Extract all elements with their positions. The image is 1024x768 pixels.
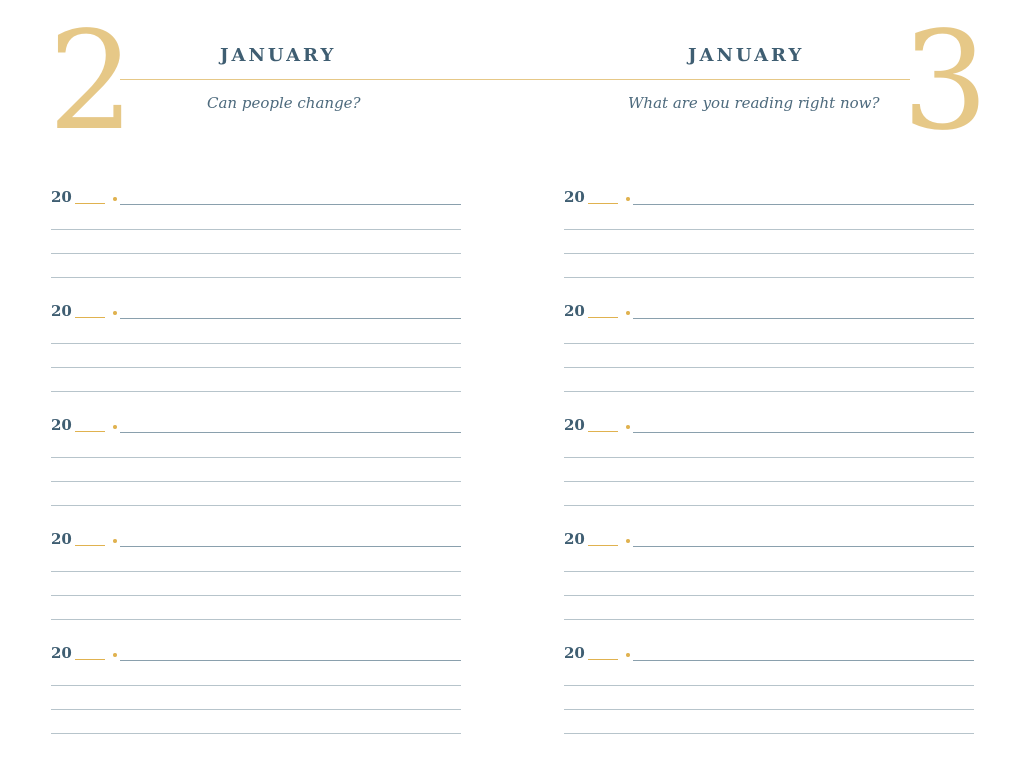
entry-line[interactable] — [120, 318, 461, 319]
year-blank-line[interactable] — [75, 545, 105, 546]
bullet-dot — [626, 539, 630, 543]
entry-line[interactable] — [564, 571, 974, 572]
entry-line[interactable] — [633, 318, 974, 319]
entry-line[interactable] — [51, 367, 461, 368]
entry-line[interactable] — [51, 253, 461, 254]
year-label: 20 — [564, 302, 585, 320]
bullet-dot — [113, 425, 117, 429]
journal-entries — [564, 188, 974, 758]
year-label: 20 — [51, 416, 72, 434]
bullet-dot — [113, 653, 117, 657]
year-label: 20 — [564, 530, 585, 548]
entry-line[interactable] — [51, 709, 461, 710]
bullet-dot — [626, 197, 630, 201]
entry-line[interactable] — [51, 505, 461, 506]
entry-line[interactable] — [564, 685, 974, 686]
bullet-dot — [626, 425, 630, 429]
journal-entry[interactable] — [564, 644, 974, 758]
entry-line[interactable] — [51, 571, 461, 572]
year-blank-line[interactable] — [75, 203, 105, 204]
entry-line[interactable] — [51, 481, 461, 482]
year-label: 20 — [51, 644, 72, 662]
year-label: 20 — [51, 188, 72, 206]
journal-entry[interactable] — [564, 530, 974, 644]
year-blank-line[interactable] — [75, 317, 105, 318]
entry-line[interactable] — [120, 546, 461, 547]
entry-line[interactable] — [564, 733, 974, 734]
entry-line[interactable] — [51, 457, 461, 458]
journal-entry[interactable] — [51, 416, 461, 530]
entry-line[interactable] — [51, 595, 461, 596]
bullet-dot — [113, 539, 117, 543]
entry-line[interactable] — [564, 481, 974, 482]
entry-line[interactable] — [633, 204, 974, 205]
entry-line[interactable] — [564, 277, 974, 278]
entry-line[interactable] — [564, 253, 974, 254]
entry-line[interactable] — [51, 229, 461, 230]
entry-line[interactable] — [633, 546, 974, 547]
journal-entry[interactable] — [564, 302, 974, 416]
day-number: 2 — [48, 3, 135, 161]
entry-line[interactable] — [120, 204, 461, 205]
entry-line[interactable] — [564, 457, 974, 458]
year-blank-line[interactable] — [75, 431, 105, 432]
entry-line[interactable] — [564, 595, 974, 596]
year-label: 20 — [564, 416, 585, 434]
year-blank-line[interactable] — [588, 659, 618, 660]
entry-line[interactable] — [564, 229, 974, 230]
entry-line[interactable] — [120, 432, 461, 433]
daily-question: Can people change? — [207, 94, 361, 112]
entry-line[interactable] — [633, 660, 974, 661]
year-blank-line[interactable] — [75, 659, 105, 660]
year-label: 20 — [51, 302, 72, 320]
journal-entry[interactable] — [51, 530, 461, 644]
entry-line[interactable] — [51, 619, 461, 620]
journal-entry[interactable] — [564, 188, 974, 302]
bullet-dot — [626, 653, 630, 657]
year-blank-line[interactable] — [588, 203, 618, 204]
entry-line[interactable] — [564, 367, 974, 368]
entry-line[interactable] — [51, 277, 461, 278]
year-blank-line[interactable] — [588, 431, 618, 432]
entry-line[interactable] — [564, 391, 974, 392]
entry-line[interactable] — [564, 619, 974, 620]
entry-line[interactable] — [564, 343, 974, 344]
entry-line[interactable] — [564, 505, 974, 506]
bullet-dot — [113, 197, 117, 201]
entry-line[interactable] — [120, 660, 461, 661]
year-label: 20 — [564, 188, 585, 206]
entry-line[interactable] — [564, 709, 974, 710]
year-label: 20 — [51, 530, 72, 548]
year-label: 20 — [564, 644, 585, 662]
right-page — [512, 0, 1024, 768]
daily-question: What are you reading right now? — [628, 94, 880, 112]
entry-line[interactable] — [51, 343, 461, 344]
journal-entry[interactable] — [51, 644, 461, 758]
day-number: 3 — [902, 3, 989, 161]
year-blank-line[interactable] — [588, 545, 618, 546]
journal-entry[interactable] — [564, 416, 974, 530]
bullet-dot — [113, 311, 117, 315]
journal-entries — [51, 188, 461, 758]
month-heading: JANUARY — [688, 45, 805, 66]
journal-entry[interactable] — [51, 302, 461, 416]
year-blank-line[interactable] — [588, 317, 618, 318]
entry-line[interactable] — [633, 432, 974, 433]
journal-entry[interactable] — [51, 188, 461, 302]
bullet-dot — [626, 311, 630, 315]
month-heading: JANUARY — [220, 45, 337, 66]
entry-line[interactable] — [51, 685, 461, 686]
entry-line[interactable] — [51, 733, 461, 734]
entry-line[interactable] — [51, 391, 461, 392]
